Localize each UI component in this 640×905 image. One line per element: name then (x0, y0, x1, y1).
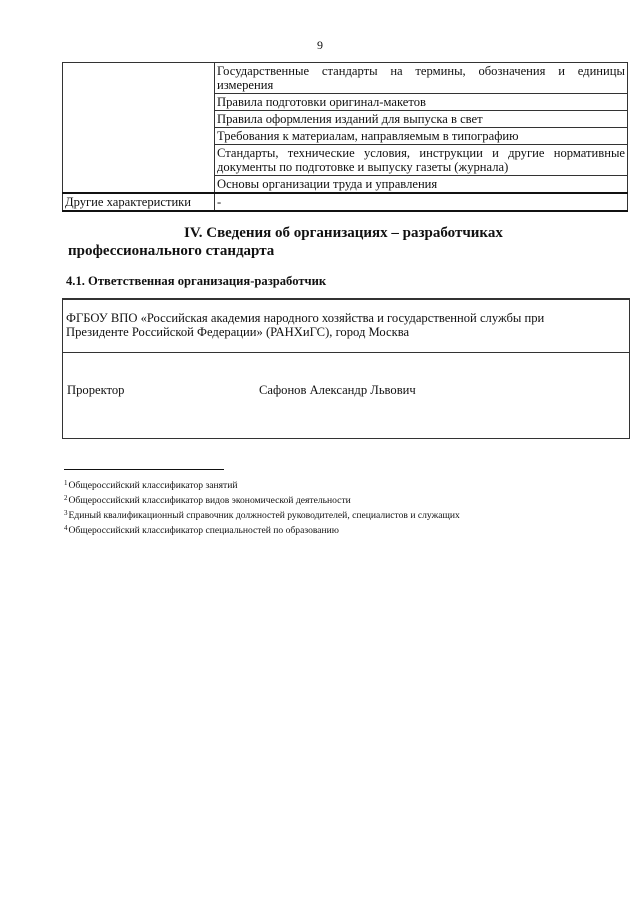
footnotes-list (64, 477, 624, 537)
footnote (64, 522, 624, 537)
table-cell: Государственные стандарты на термины, обозначения и единицы измерения (215, 63, 628, 94)
other-characteristics-label: Другие характеристики (63, 193, 215, 211)
footnote-mark: 3 (64, 509, 68, 517)
footnote-text: Общероссийский классификатор видов экономической деятельности (68, 495, 351, 506)
page-number: 9 (317, 38, 323, 52)
footnote-mark: 4 (64, 524, 68, 532)
signer-name: Сафонов Александр Львович (259, 383, 416, 397)
section-heading-line2: профессионального стандарта (68, 243, 275, 259)
organization-divider (63, 352, 629, 353)
table-cell: Требования к материалам, направляемым в типографию (215, 128, 628, 145)
table-row (63, 63, 628, 94)
footnote-mark: 2 (64, 494, 68, 502)
footnote (64, 507, 624, 522)
footnote-mark: 1 (64, 479, 68, 487)
footnote-text: Общероссийский классификатор занятий (68, 480, 238, 491)
section-heading-line1: IV. Сведения об организациях – разработчиках (184, 225, 503, 241)
signer-title: Проректор (67, 383, 125, 397)
requirements-table (62, 62, 628, 212)
footnote-divider (64, 469, 224, 470)
subsection-heading: 4.1. Ответственная организация-разработчик (66, 274, 327, 288)
footnote (64, 492, 624, 507)
table-label-cell (63, 63, 215, 194)
other-characteristics-value: - (215, 193, 628, 211)
table-cell: Правила подготовки оригинал-макетов (215, 94, 628, 111)
table-cell: Основы организации труда и управления (215, 176, 628, 194)
table-cell: Правила оформления изданий для выпуска в свет (215, 111, 628, 128)
organization-name: ФГБОУ ВПО «Российская академия народного хозяйства и государственной службы при Президенте Российской Федерации» (РАНХиГС), город Москва (66, 311, 545, 339)
table-row-other-characteristics (63, 193, 628, 211)
footnote (64, 477, 624, 492)
organization-box (62, 298, 630, 439)
footnote-text: Единый квалификационный справочник должностей руководителей, специалистов и служащих (68, 510, 460, 521)
section-heading (68, 224, 608, 260)
footnote-text: Общероссийский классификатор специальностей по образованию (68, 525, 339, 536)
table-cell: Стандарты, технические условия, инструкции и другие нормативные документы по подготовке и выпуску газеты (журнала) (215, 145, 628, 176)
